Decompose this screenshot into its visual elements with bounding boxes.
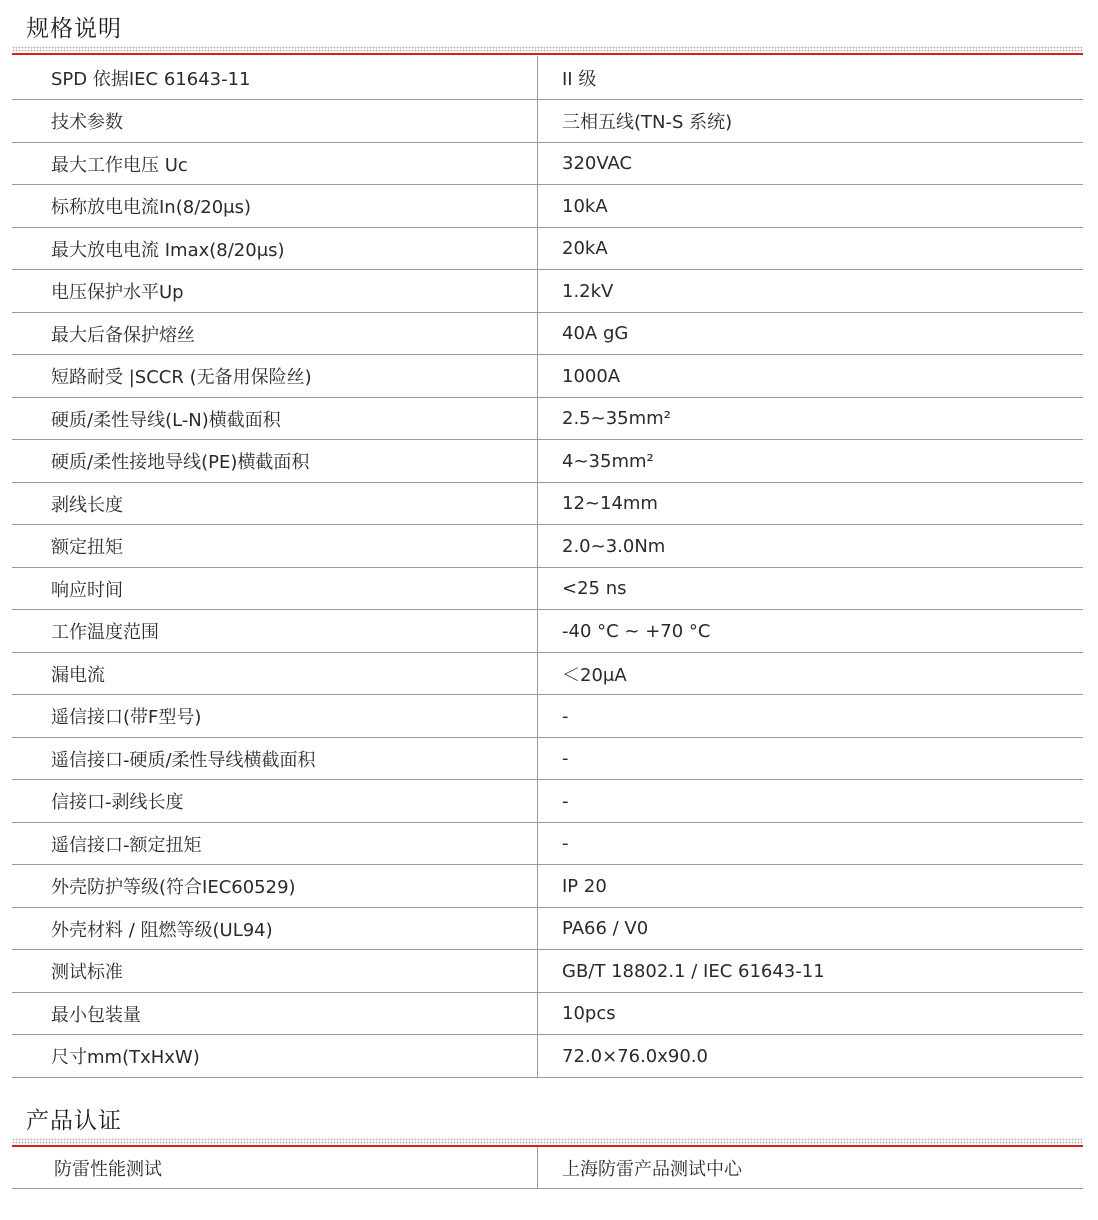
spec-red-rule [12,53,1083,55]
table-row [12,908,1083,950]
table-row [12,143,1083,185]
table-row [12,525,1083,568]
spec-label: 最大后备保护熔丝 [51,324,195,346]
spec-label: 最大工作电压 Uc [51,154,188,176]
spec-label: 遥信接口(带F型号) [51,707,202,728]
table-row [12,823,1083,865]
table-row [12,1147,1083,1189]
spec-value: - [562,748,569,769]
spec-label: 额定扭矩 [51,537,123,558]
spec-value: 40A gG [562,323,629,344]
spec-value: 10kA [562,195,608,217]
spec-label: 短路耐受 |SCCR (无备用保险丝) [51,367,312,388]
spec-value: 2.0~3.0Nm [562,535,666,557]
table-row [12,228,1083,270]
spec-label: 标称放电电流In(8/20μs) [51,197,252,218]
table-row [12,653,1083,695]
spec-value: 三相五线(TN-S 系统) [562,112,733,133]
table-row [12,950,1083,993]
spec-dotted-rule [12,46,1083,52]
spec-value: - [562,705,569,727]
spec-value: -40 °C ~ +70 °C [562,620,711,642]
spec-label: 响应时间 [51,579,123,601]
table-row [12,313,1083,355]
spec-label: 最小包装量 [51,1004,141,1026]
spec-value: 10pcs [562,1003,616,1024]
spec-value: 1000A [562,365,621,387]
spec-label: 遥信接口-额定扭矩 [51,834,202,856]
spec-value: 2.5~35mm² [562,408,671,429]
table-row [12,483,1083,525]
cert-value: 上海防雷产品测试中心 [562,1158,742,1180]
spec-value: 4~35mm² [562,450,654,472]
spec-label: SPD 依据IEC 61643-11 [51,68,251,90]
spec-value: 1.2kV [562,280,614,302]
spec-value: 20kA [562,238,608,259]
table-row [12,440,1083,483]
table-row [12,993,1083,1035]
table-row [12,56,1083,100]
spec-value: - [562,790,569,812]
table-row [12,865,1083,908]
table-row [12,610,1083,653]
spec-label: 硬质/柔性导线(L-N)横截面积 [51,409,281,431]
cert-dotted-rule [12,1138,1083,1144]
table-row [12,270,1083,313]
spec-label: 最大放电电流 Imax(8/20μs) [51,239,285,261]
spec-value: PA66 / V0 [562,918,649,939]
spec-value: - [562,833,569,854]
spec-label: 测试标准 [51,962,123,983]
table-row [12,100,1083,143]
spec-label: 遥信接口-硬质/柔性导线横截面积 [51,749,316,771]
cert-label: 防雷性能测试 [54,1158,162,1180]
spec-value: 12~14mm [562,493,658,514]
cert-table [12,1147,1083,1189]
table-row [12,780,1083,823]
spec-label: 剥线长度 [51,494,123,516]
spec-label: 工作温度范围 [51,622,159,643]
spec-label: 外壳材料 / 阻燃等级(UL94) [51,919,273,941]
spec-label: 外壳防护等级(符合IEC60529) [51,877,296,898]
table-row [12,398,1083,440]
table-row [12,695,1083,738]
table-row [12,568,1083,610]
spec-label: 尺寸mm(TxHxW) [51,1047,200,1068]
cert-section-title: 产品认证 [26,1108,122,1134]
spec-value: 72.0×76.0x90.0 [562,1045,708,1067]
spec-label: 技术参数 [51,112,123,133]
spec-value: IP 20 [562,875,607,897]
spec-label: 硬质/柔性接地导线(PE)横截面积 [51,452,310,473]
spec-label: 信接口-剥线长度 [51,792,184,813]
table-row [12,355,1083,398]
spec-value: II 级 [562,68,597,90]
spec-value: <25 ns [562,578,627,599]
spec-table [12,56,1083,1078]
table-row [12,738,1083,780]
table-row [12,1035,1083,1078]
spec-section-title: 规格说明 [26,16,122,42]
spec-value: 320VAC [562,153,633,174]
spec-value: ＜20μA [562,664,627,686]
table-row [12,185,1083,228]
spec-label: 漏电流 [51,664,105,686]
spec-label: 电压保护水平Up [51,282,184,303]
spec-value: GB/T 18802.1 / IEC 61643-11 [562,960,825,982]
